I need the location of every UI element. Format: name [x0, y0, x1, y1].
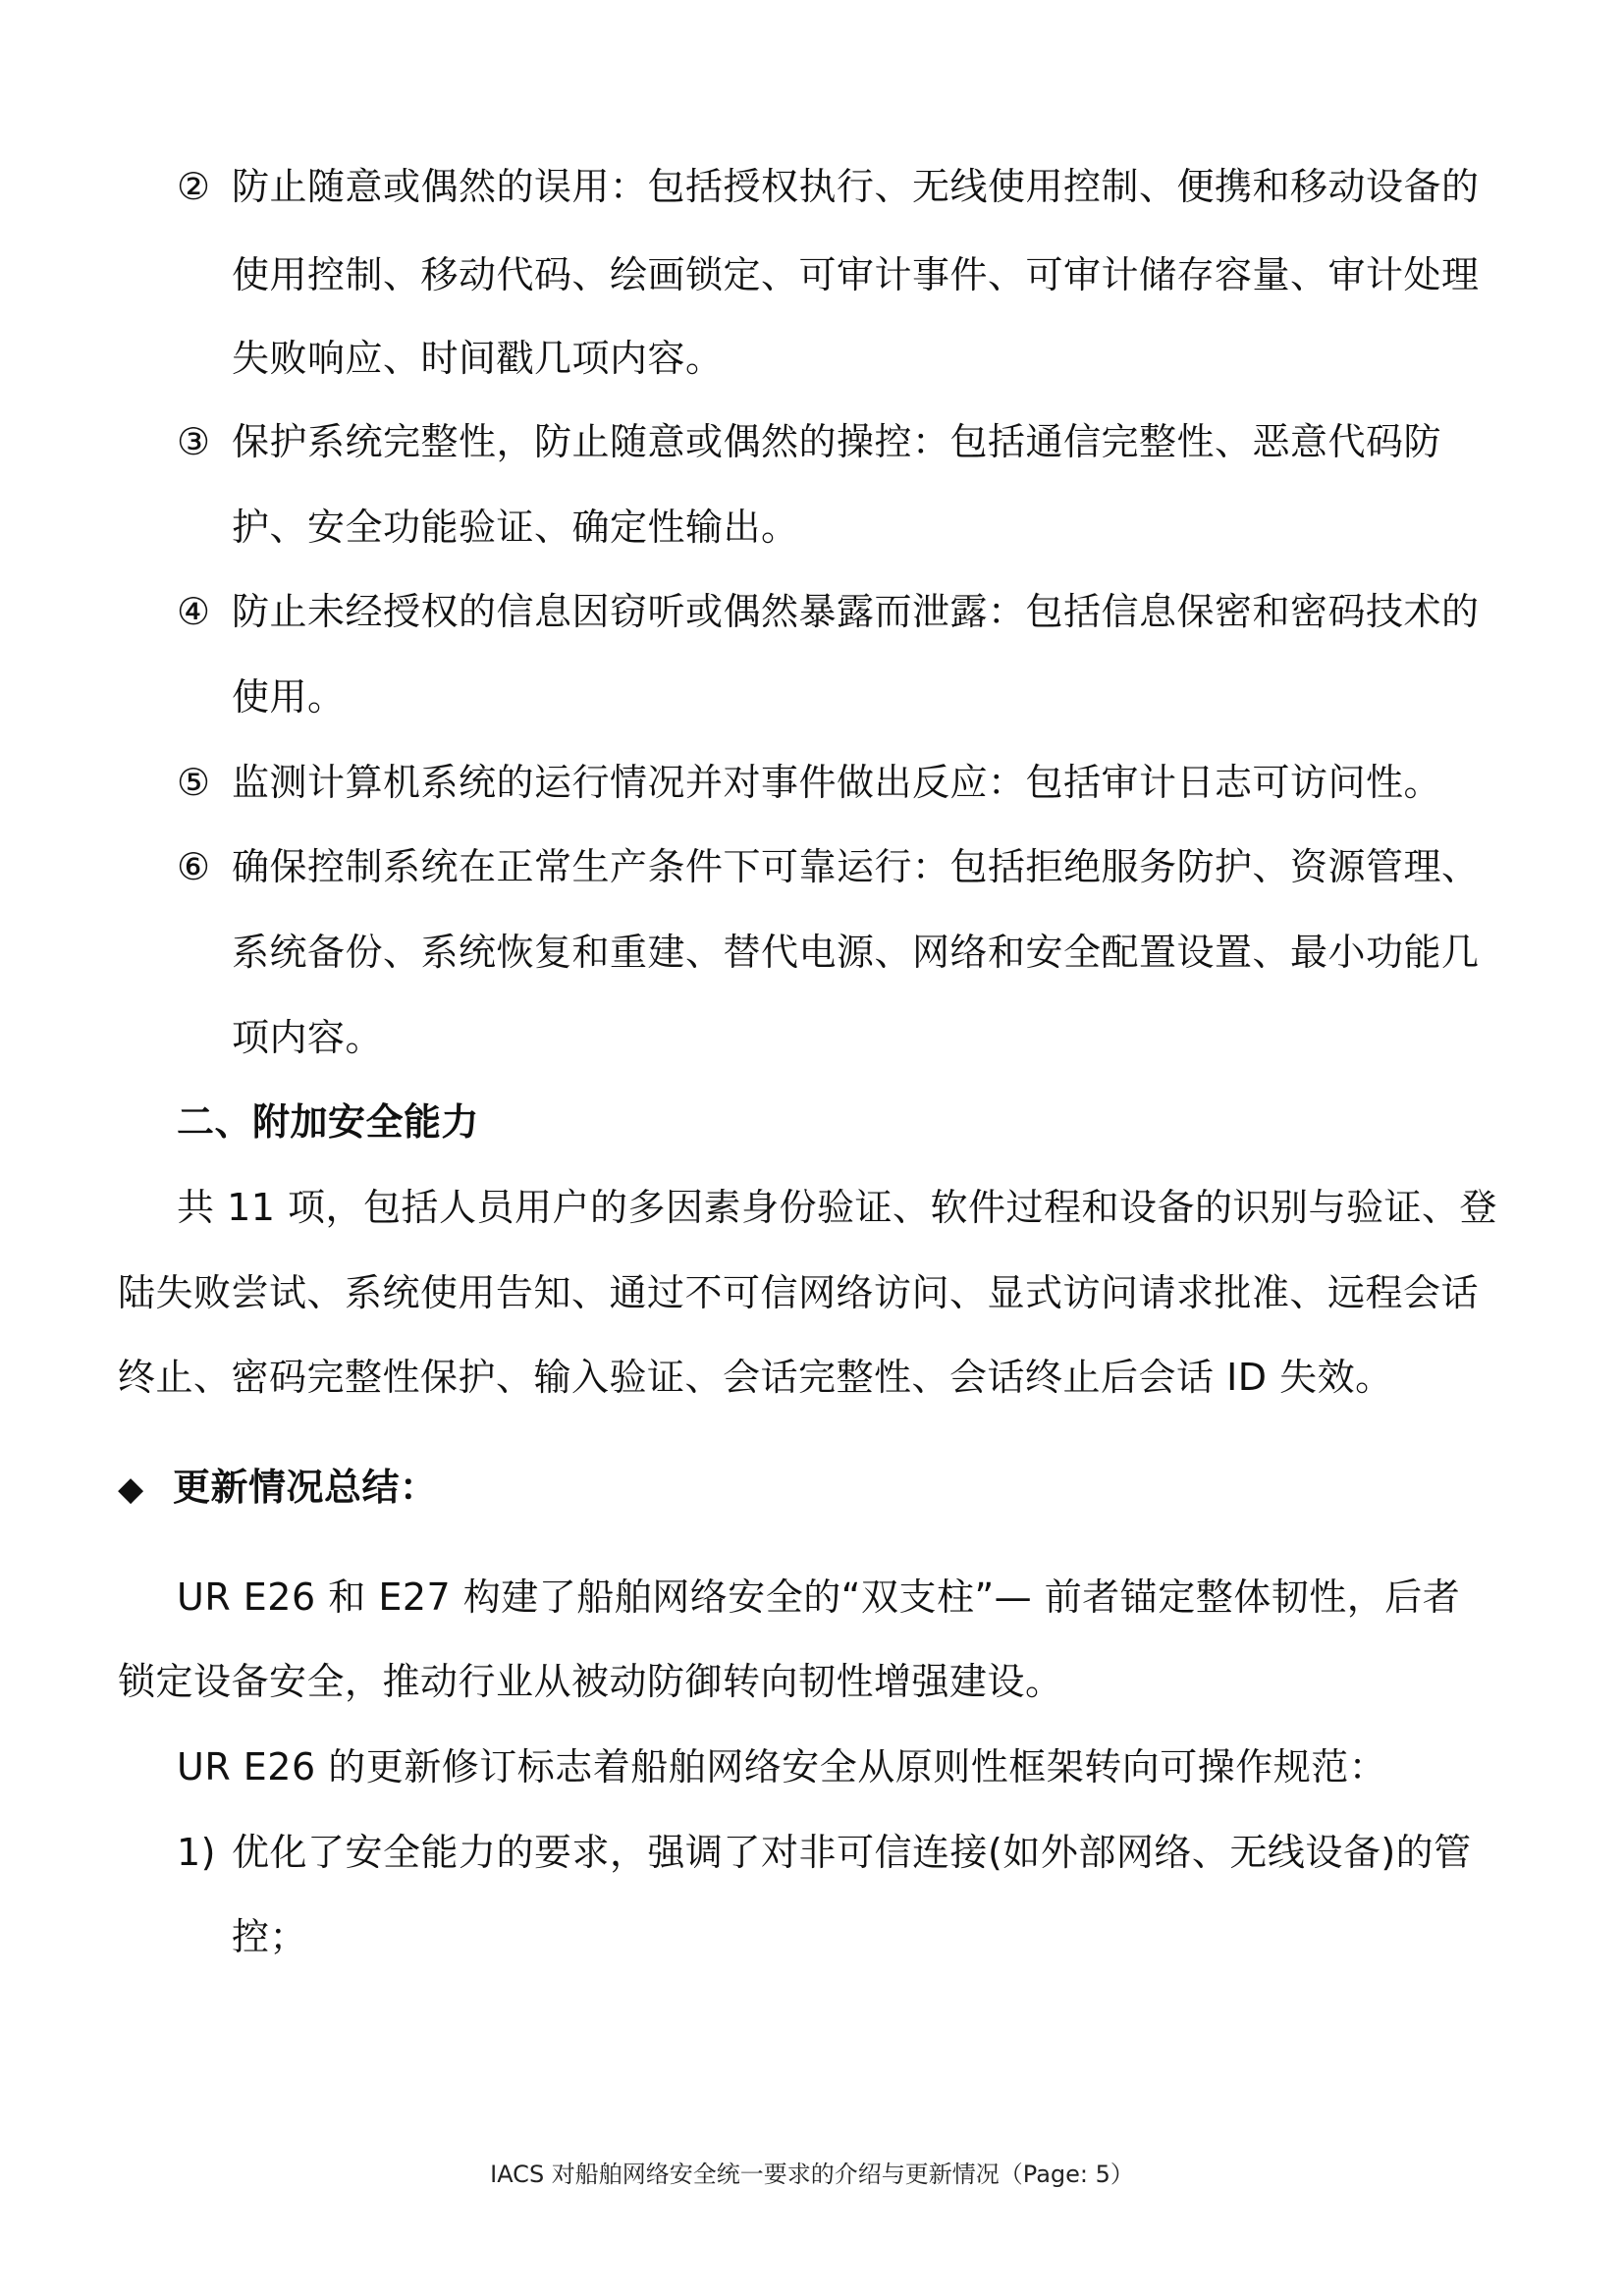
list-item-3-line-2: 护、安全功能验证、确定性输出。 — [232, 506, 799, 549]
list-item-6-line-3: 项内容。 — [232, 1016, 384, 1059]
list-item-2-line-3: 失败响应、时间戳几项内容。 — [232, 337, 724, 380]
summary-paragraph-1-line-1: UR E26 和 E27 构建了船舶网络安全的“双支柱”— 前者锚定整体韧性，后者 — [177, 1575, 1461, 1619]
summary-paragraph-1-line-2: 锁定设备安全，推动行业从被动防御转向韧性增强建设。 — [118, 1660, 1063, 1703]
section2-paragraph-line-2: 陆失败尝试、系统使用告知、通过不可信网络访问、显式访问请求批准、远程会话 — [118, 1271, 1480, 1314]
list-item-6-line-2: 系统备份、系统恢复和重建、替代电源、网络和安全配置设置、最小功能几 — [232, 931, 1480, 974]
list-item-2-line-1: ② 防止随意或偶然的误用：包括授权执行、无线使用控制、便携和移动设备的 — [177, 162, 1480, 211]
list-item-4-line-2: 使用。 — [232, 675, 346, 719]
list-item-5-line-1: ⑤ 监测计算机系统的运行情况并对事件做出反应：包括审计日志可访问性。 — [177, 758, 1441, 807]
page-footer: IACS 对船舶网络安全统一要求的介绍与更新情况（Page: 5） — [490, 2161, 1134, 2188]
item-marker: ④ — [177, 590, 211, 633]
list-item-2-line-2: 使用控制、移动代码、绘画锁定、可审计事件、可审计储存容量、审计处理 — [232, 253, 1480, 296]
summary-list-item-1-line-1: 1) 优化了安全能力的要求，强调了对非可信连接(如外部网络、无线设备)的管 — [177, 1828, 1472, 1877]
item-marker: ③ — [177, 420, 211, 463]
list-item-3-line-1: ③ 保护系统完整性，防止随意或偶然的操控：包括通信完整性、恶意代码防 — [177, 417, 1441, 466]
summary-heading: ◆ 更新情况总结： — [118, 1463, 438, 1514]
item-marker: ⑤ — [177, 761, 211, 804]
item-marker: ⑥ — [177, 845, 211, 888]
section2-paragraph-line-3: 终止、密码完整性保护、输入验证、会话完整性、会话终止后会话 ID 失效。 — [118, 1356, 1393, 1399]
list-item-4-line-1: ④ 防止未经授权的信息因窃听或偶然暴露而泄露：包括信息保密和密码技术的 — [177, 587, 1480, 636]
item-marker: 1) — [177, 1831, 217, 1874]
section2-paragraph-line-1: 共 11 项，包括人员用户的多因素身份验证、软件过程和设备的识别与验证、登 — [177, 1186, 1498, 1229]
summary-paragraph-2: UR E26 的更新修订标志着船舶网络安全从原则性框架转向可操作规范： — [177, 1745, 1387, 1789]
summary-list-item-1-line-2: 控； — [232, 1915, 308, 1958]
item-marker: ② — [177, 165, 211, 208]
section-heading-additional-capabilities: 二、附加安全能力 — [177, 1100, 480, 1144]
diamond-bullet-icon: ◆ — [118, 1469, 144, 1509]
list-item-6-line-1: ⑥ 确保控制系统在正常生产条件下可靠运行：包括拒绝服务防护、资源管理、 — [177, 842, 1480, 891]
